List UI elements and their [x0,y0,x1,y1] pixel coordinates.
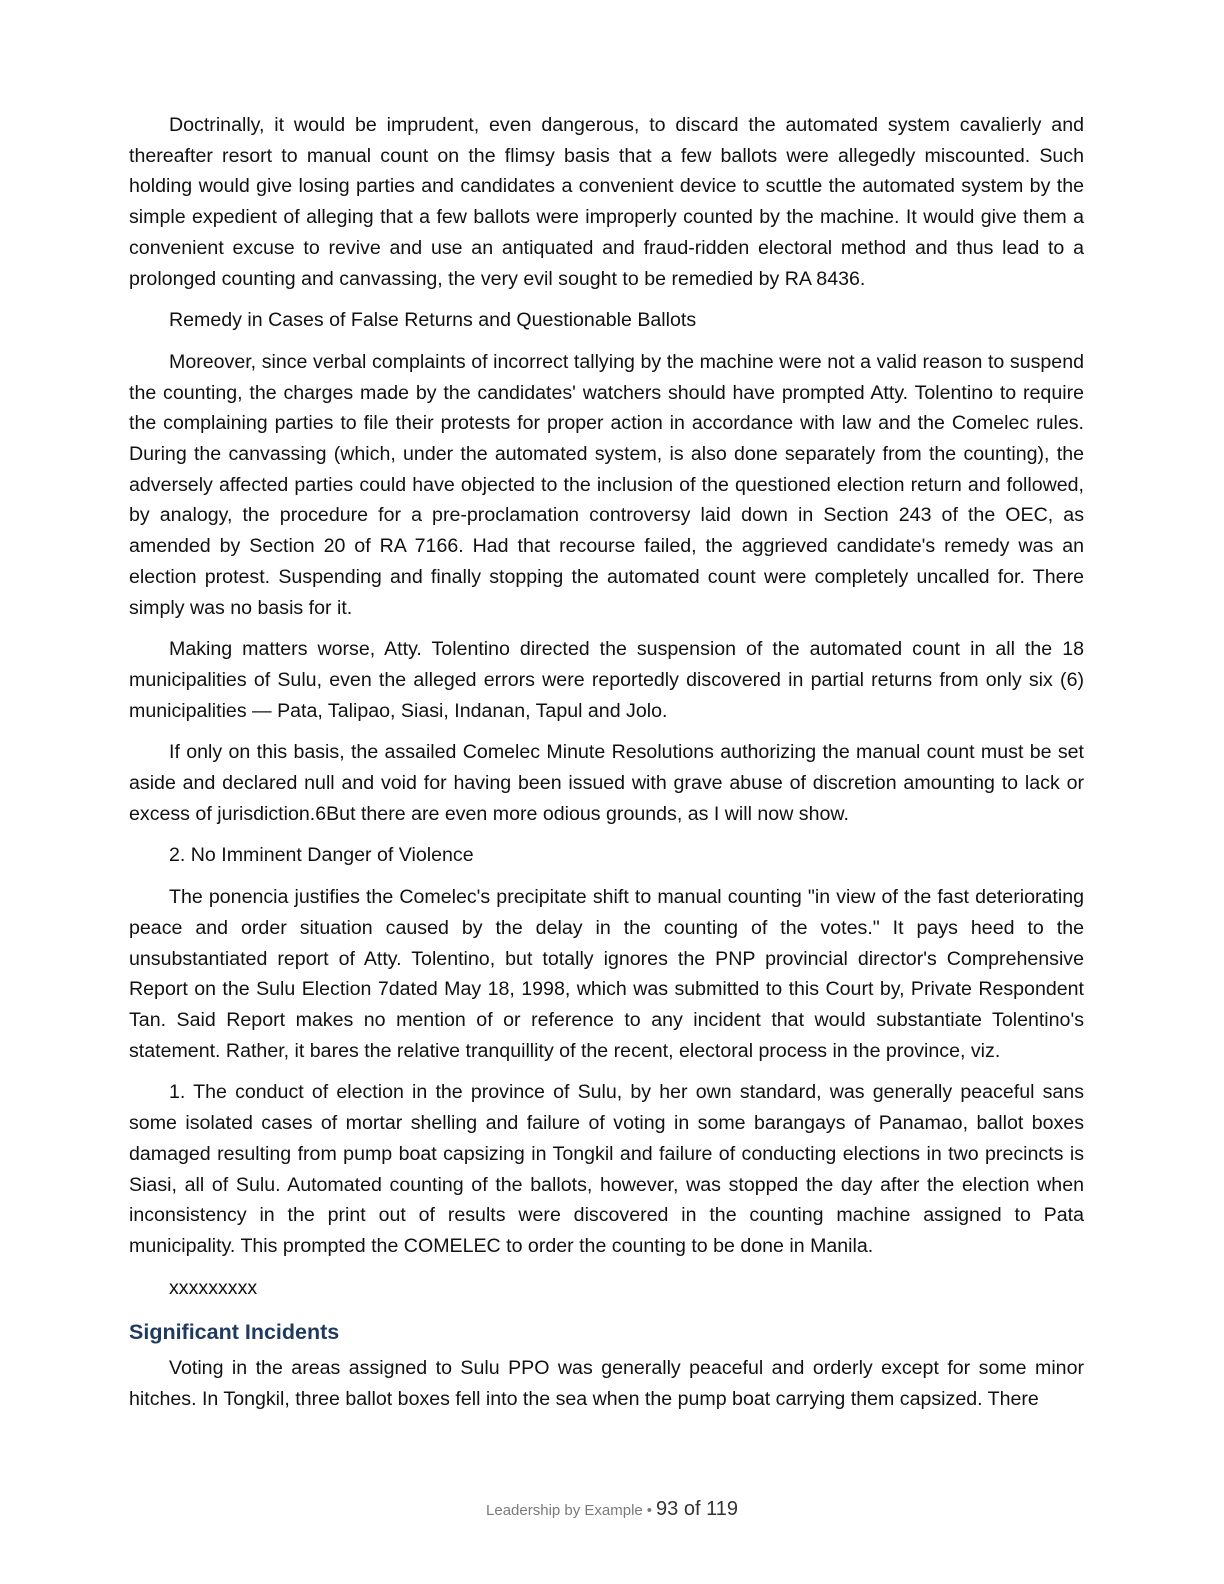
omission-marker: xxxxxxxxx [169,1276,258,1299]
paragraph: Voting in the areas assigned to Sulu PPO was generally peaceful and orderly except for some minor hitches. In Tongkil, three ballot boxes fell into the sea when the pump boat carrying them capsized. There [129,1357,1084,1411]
paragraph: Making matters worse, Atty. Tolentino directed the suspension of the automated count in all the 18 municipalities of Sulu, even the alleged errors were reportedly discovered in partial returns from only six (6) municipalities — Pata, Talipao, Siasi, Indanan, Tapul and Jolo. [129,638,1084,722]
subheading: Remedy in Cases of False Returns and Questionable Ballots [169,309,697,332]
footer-bullet: • [646,1502,653,1519]
section-heading: Significant Incidents [129,1320,340,1345]
page-number: 93 of 119 [656,1498,738,1520]
paragraph: If only on this basis, the assailed Comelec Minute Resolutions authorizing the manual count must be set aside and declared null and void for having been issued with grave abuse of discretion amounting to lack or excess of jurisdiction.6But there are even more odious grounds, as I will now show. [129,741,1084,825]
paragraph: Moreover, since verbal complaints of incorrect tallying by the machine were not a valid reason to suspend the counting, the charges made by the candidates' watchers should have prompted Atty. Tolentino to require the complaining parties to file their protests for proper action in accordance with law and the Comelec rules. During the canvassing (which, under the automated system, is also done separately from the counting), the adversely affected parties could have objected to the inclusion of the questioned election return and followed, by analogy, the procedure for a pre-proclamation controversy laid down in Section 243 of the OEC, as amended by Section 20 of RA 7166. Had that recourse failed, the aggrieved candidate's remedy was an election protest. Suspending and finally stopping the automated count were completely uncalled for. There simply was no basis for it. [129,350,1084,619]
quoted-paragraph: 1. The conduct of election in the province of Sulu, by her own standard, was generally peaceful sans some isolated cases of mortar shelling and failure of voting in some barangays of Panamao, ballot boxes damaged resulting from pump boat capsizing in Tongkil and failure of conducting elections in two precincts is Siasi, all of Sulu. Automated counting of the ballots, however, was stopped the day after the election when inconsistency in the print out of results were discovered in the counting machine assigned to Pata municipality. This prompted the COMELEC to order the counting to be done in Manila. [129,1081,1084,1257]
paragraph: The ponencia justifies the Comelec's precipitate shift to manual counting "in view of the fast deteriorating peace and order situation caused by the delay in the counting of the votes." It pays heed to the unsubstantiated report of Atty. Tolentino, but totally ignores the PNP provincial director's Comprehensive Report on the Sulu Election 7dated May 18, 1998, which was submitted to this Court by, Private Respondent Tan. Said Report makes no mention of or reference to any incident that would substantiate Tolentino's statement. Rather, it bares the relative tranquillity of the recent, electoral process in the province, viz. [129,886,1084,1062]
subheading: 2. No Imminent Danger of Violence [169,844,474,867]
footer-title: Leadership by Example [486,1502,643,1519]
page-footer [0,1498,1224,1521]
document-body [129,110,1084,1426]
paragraph: Doctrinally, it would be imprudent, even dangerous, to discard the automated system cavalierly and thereafter resort to manual count on the flimsy basis that a few ballots were allegedly miscounted. Such holding would give losing parties and candidates a convenient device to scuttle the automated system by the simple expedient of alleging that a few ballots were improperly counted by the machine. It would give them a convenient excuse to revive and use an antiquated and fraud-ridden electoral method and thus lead to a prolonged counting and canvassing, the very evil sought to be remedied by RA 8436. [129,114,1084,290]
